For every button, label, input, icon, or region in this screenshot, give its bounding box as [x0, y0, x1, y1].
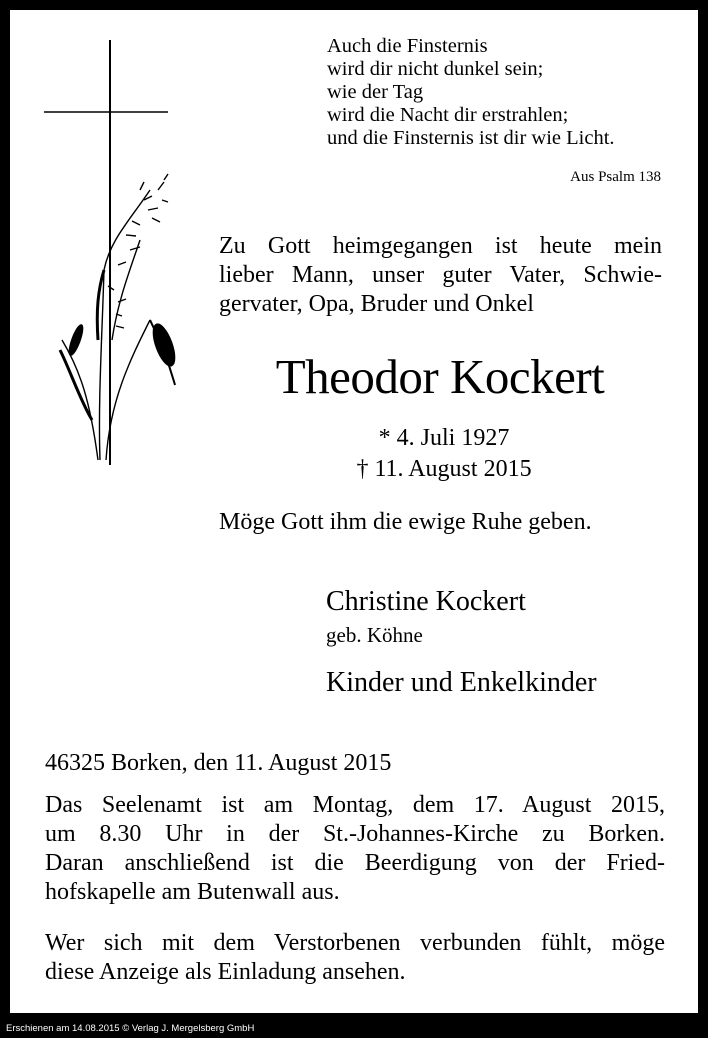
cross-wheat-icon: [40, 40, 190, 480]
intro-line: Zu Gott heimgegangen ist heute mein: [219, 233, 662, 259]
place-date: 46325 Borken, den 11. August 2015: [45, 750, 392, 776]
service-line: um 8.30 Uhr in der St.-Johannes-Kirche zu Borken.: [45, 821, 665, 847]
psalm-line: und die Finsternis ist dir wie Licht.: [327, 127, 615, 149]
birth-date: * 4. Juli 1927: [378, 425, 510, 451]
psalm-reference: Aus Psalm 138: [570, 169, 661, 185]
service-line: hofskapelle am Butenwall aus.: [45, 879, 340, 905]
psalm-line: Auch die Finsternis: [327, 35, 488, 57]
cross-icon: [44, 40, 168, 465]
publication-footer: Erschienen am 14.08.2015 © Verlag J. Mergelsberg GmbH: [6, 1023, 255, 1034]
invitation-line: diese Anzeige als Einladung ansehen.: [45, 959, 406, 985]
invitation-line: Wer sich mit dem Verstorbenen verbunden fühlt, möge: [45, 930, 665, 956]
intro-line: gervater, Opa, Bruder und Onkel: [219, 291, 534, 317]
wish-text: Möge Gott ihm die ewige Ruhe geben.: [219, 509, 592, 535]
psalm-line: wird die Nacht dir erstrahlen;: [327, 104, 569, 126]
deceased-name: Theodor Kockert: [275, 349, 605, 404]
spouse-maiden-name: geb. Köhne: [326, 623, 423, 647]
children-text: Kinder und Enkelkinder: [326, 667, 597, 698]
service-line: Daran anschließend ist die Beerdigung von der Fried-: [45, 850, 665, 876]
invitation-text: [45, 929, 665, 987]
psalm-line: wie der Tag: [327, 81, 424, 103]
service-text: [45, 791, 665, 907]
obituary-card: [10, 10, 698, 1013]
spouse-name: Christine Kockert: [326, 586, 526, 617]
intro-text: [219, 232, 662, 319]
death-date: † 11. August 2015: [356, 456, 532, 482]
psalm-line: wird dir nicht dunkel sein;: [327, 58, 544, 80]
wheat-icon: [60, 174, 179, 460]
psalm-quote: [327, 35, 615, 150]
intro-line: lieber Mann, unser guter Vater, Schwie-: [219, 262, 662, 288]
service-line: Das Seelenamt ist am Montag, dem 17. August 2015,: [45, 792, 665, 818]
